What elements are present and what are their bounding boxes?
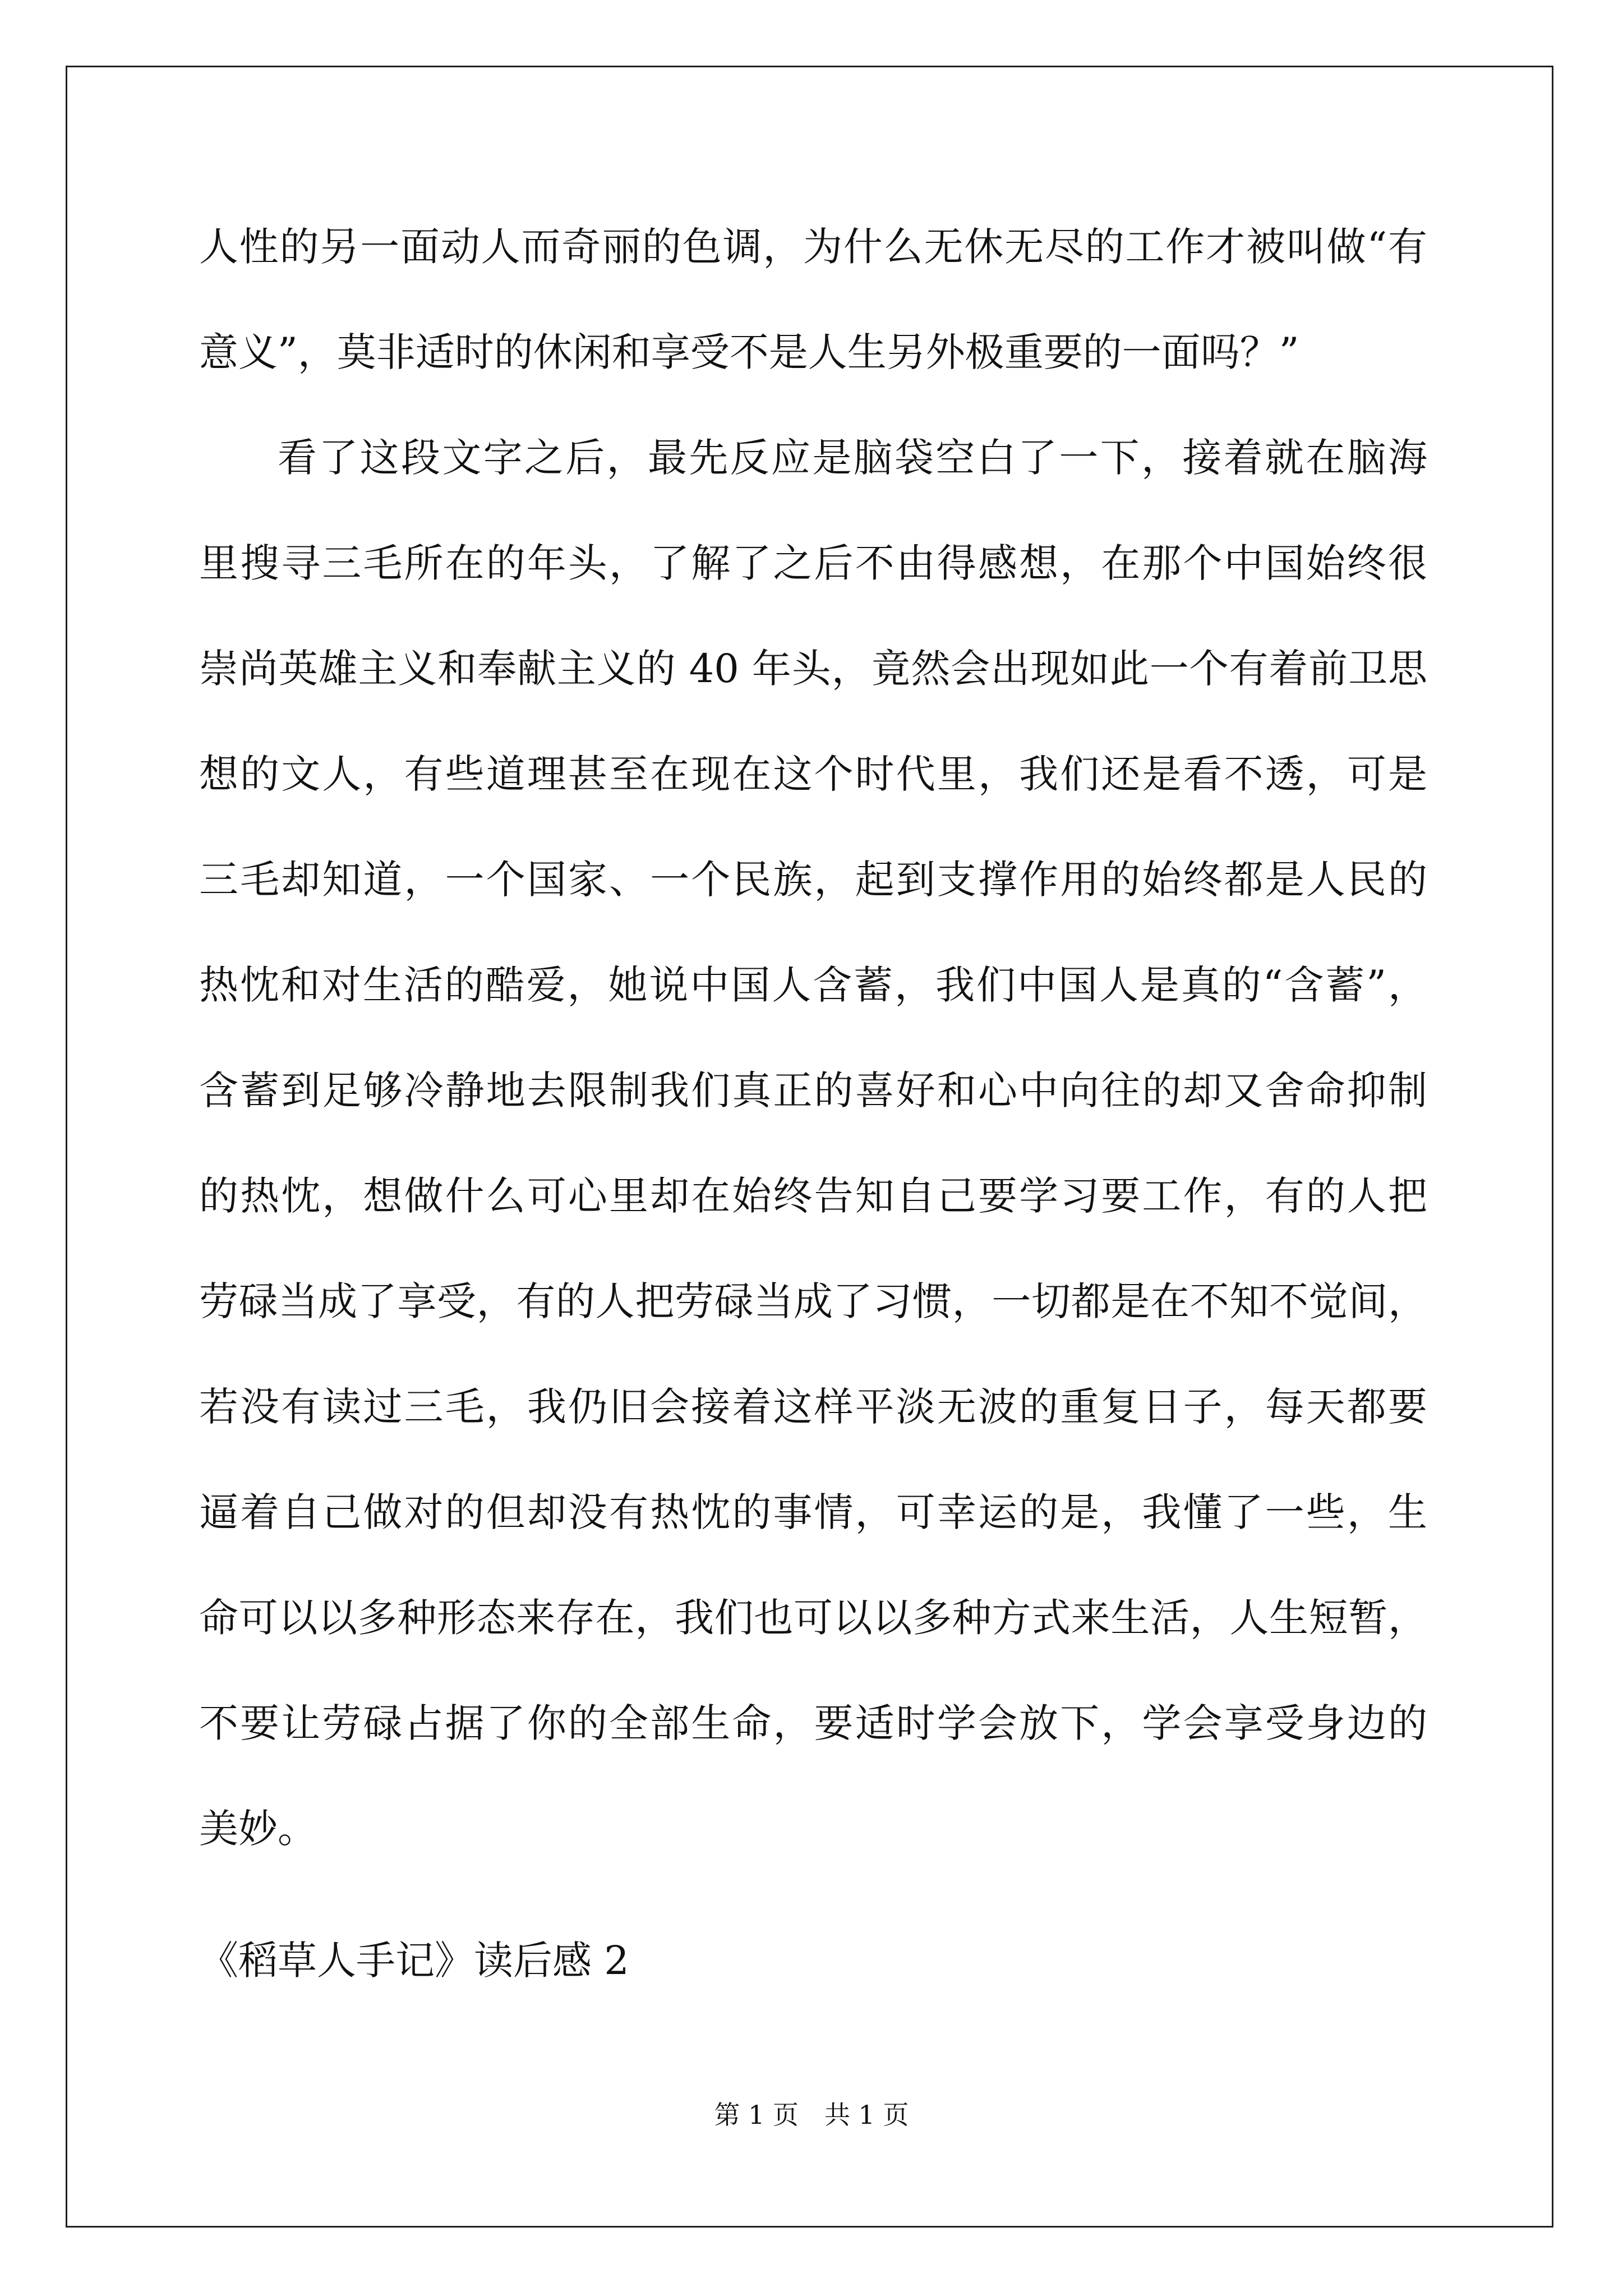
text-line: 看了这段文字之后，最先反应是脑袋空白了一下，接着就在脑海 bbox=[278, 435, 1427, 481]
next-essay-title: 《稻草人手记》读后感 2 bbox=[199, 1938, 629, 1984]
text-line: 崇尚英雄主义和奉献主义的 40 年头，竟然会出现如此一个有着前卫思 bbox=[199, 646, 1427, 692]
text-line: 热忱和对生活的酷爱，她说中国人含蓄，我们中国人是真的“含蓄”， bbox=[199, 962, 1427, 1008]
text-line: 不要让劳碌占据了你的全部生命，要适时学会放下，学会享受身边的 bbox=[199, 1700, 1427, 1746]
document-body bbox=[199, 208, 1427, 1895]
text-line: 若没有读过三毛，我仍旧会接着这样平淡无波的重复日子，每天都要 bbox=[199, 1384, 1427, 1430]
text-line: 想的文人，有些道理甚至在现在这个时代里，我们还是看不透，可是 bbox=[199, 751, 1427, 797]
text-line: 人性的另一面动人而奇丽的色调，为什么无休无尽的工作才被叫做“有 bbox=[199, 224, 1427, 270]
text-line: 美妙。 bbox=[199, 1806, 317, 1852]
text-line: 劳碌当成了享受，有的人把劳碌当成了习惯，一切都是在不知不觉间， bbox=[199, 1278, 1427, 1324]
text-line: 含蓄到足够冷静地去限制我们真正的喜好和心中向往的却又舍命抑制 bbox=[199, 1068, 1427, 1114]
text-line: 逼着自己做对的但却没有热忱的事情，可幸运的是，我懂了一些，生 bbox=[199, 1489, 1427, 1535]
text-line: 里搜寻三毛所在的年头，了解了之后不由得感想，在那个中国始终很 bbox=[199, 540, 1427, 586]
paragraph-2 bbox=[199, 418, 1427, 1895]
paragraph-1 bbox=[199, 208, 1427, 418]
page-footer: 第 1 页 共 1 页 bbox=[714, 2100, 909, 2130]
text-line: 意义”，莫非适时的休闲和享受不是人生另外极重要的一面吗？” bbox=[199, 329, 1299, 375]
text-line: 三毛却知道，一个国家、一个民族，起到支撑作用的始终都是人民的 bbox=[199, 857, 1427, 903]
text-line: 命可以以多种形态来存在，我们也可以以多种方式来生活，人生短暂， bbox=[199, 1595, 1427, 1641]
text-line: 的热忱，想做什么可心里却在始终告知自己要学习要工作，有的人把 bbox=[199, 1173, 1427, 1219]
